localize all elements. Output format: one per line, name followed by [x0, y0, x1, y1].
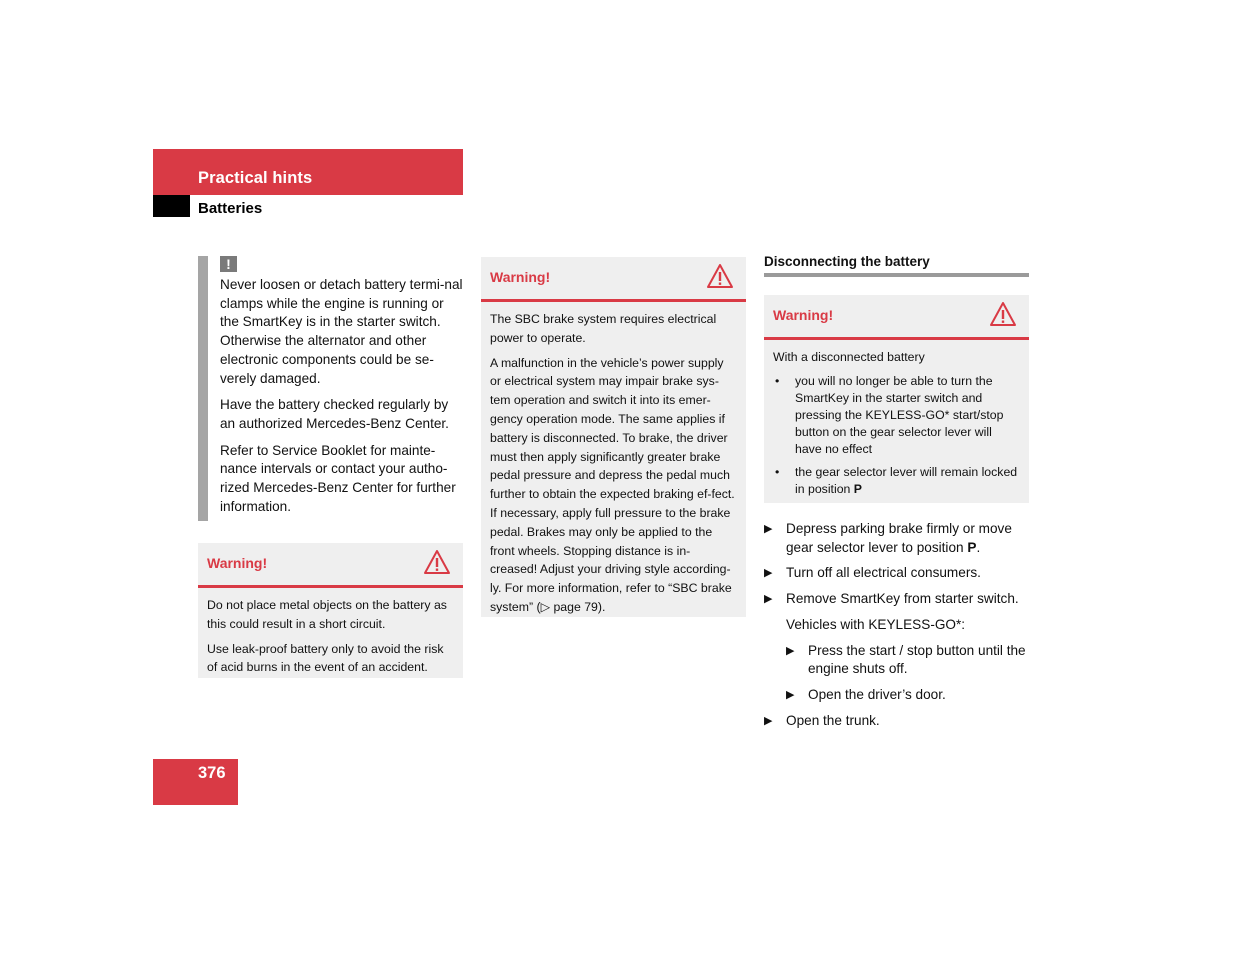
- substep-item: [786, 686, 1034, 705]
- section-marker: [153, 195, 190, 217]
- step-arrow-icon: ▶: [764, 523, 773, 535]
- step-arrow-icon: ▶: [764, 567, 773, 580]
- warning-paragraph: [490, 354, 737, 617]
- bullet-icon: •: [775, 373, 780, 388]
- note-paragraph: Have the battery checked regularly by an authorized Mercedes-Benz Center.: [220, 397, 449, 431]
- note-paragraph: Never loosen or detach battery termi-nal clamps while the engine is running or the SmartKey is in the starter switch. Otherwise the alternator and other electronic components could be se-verely damaged.: [220, 277, 463, 386]
- warning-label: Warning!: [773, 307, 834, 323]
- instruction-steps: [764, 520, 1034, 737]
- warning-header: [764, 295, 1029, 340]
- step-arrow-icon: ▶: [764, 714, 773, 727]
- warning-bullet-list: [773, 373, 1020, 498]
- step-text: Open the driver’s door.: [808, 686, 946, 702]
- step-text: Open the trunk.: [786, 712, 880, 728]
- warning-box-disconnected: [764, 295, 1029, 503]
- note-text: [220, 276, 464, 524]
- bullet-icon: •: [775, 464, 780, 479]
- warning-box-battery: [198, 543, 463, 678]
- list-item: [773, 464, 1020, 498]
- section-subtitle: Batteries: [198, 200, 263, 217]
- step-item: [764, 712, 1034, 731]
- warning-triangle-icon: [706, 263, 734, 289]
- warning-paragraph: The SBC brake system requires electrical power to operate.: [490, 312, 717, 345]
- step-arrow-icon: ▶: [786, 644, 795, 657]
- step-text: Remove SmartKey from starter switch.: [786, 591, 1019, 607]
- chapter-title: Practical hints: [198, 169, 313, 187]
- step-text: Turn off all electrical consumers.: [786, 565, 981, 581]
- note-paragraph: Refer to Service Booklet for mainte-nance intervals or contact your autho-rized Mercedes-Benz Center for further information.: [220, 442, 456, 514]
- step-text: Press the start / stop button until the engine shuts off.: [808, 642, 1026, 677]
- exclamation-icon: !: [220, 256, 237, 272]
- warning-text: A malfunction in the vehicle’s power supply or electrical system may impair brake sys-tem operation and switch it into its emer-gency operation mode. The same applies if battery is disconnected. To brake, the driver must then apply significantly greater brake pedal pressure and depress the pedal much further to obtain the expected braking ef-fect. If necessary, apply full pressure to the brake pedal. Brakes may only be applied to the front wheels. Stopping distance is in-creased! Adjust your driving style according-ly. For more information, refer to “SBC brake system” (: [490, 355, 735, 614]
- step-text-end: .: [976, 539, 981, 555]
- gear-position-label: P: [853, 481, 862, 496]
- step-arrow-icon: ▶: [764, 593, 773, 606]
- warning-header: [481, 257, 746, 302]
- note-bar: [198, 256, 208, 521]
- warning-body: [764, 340, 1029, 512]
- warning-header: [198, 543, 463, 588]
- keyless-go-label: Vehicles with KEYLESS-GO*:: [786, 616, 966, 632]
- gear-position-label: P: [967, 539, 977, 555]
- warning-intro: With a disconnected battery: [773, 350, 925, 364]
- warning-triangle-icon: [423, 549, 451, 575]
- warning-paragraph: Do not place metal objects on the battery as this could result in a short circuit.: [207, 598, 447, 631]
- step-arrow-icon: ▶: [786, 688, 795, 701]
- warning-paragraph: Use leak-proof battery only to avoid the risk of acid burns in the event of an accident.: [207, 641, 444, 675]
- bullet-text: you will no longer be able to turn the SmartKey in the starter switch and pressing the KEYLESS-GO* start/stop button on the gear selector lever will have no effect: [795, 373, 1004, 456]
- step-item: [764, 564, 1034, 583]
- warning-body: [198, 588, 463, 691]
- warning-body: [481, 302, 746, 631]
- list-item: [773, 373, 1020, 458]
- warning-box-sbc: [481, 257, 746, 617]
- bullet-text: the gear selector lever will remain locked in position: [795, 464, 1018, 496]
- warning-label: Warning!: [207, 555, 268, 571]
- page-number: 376: [198, 764, 226, 782]
- warning-triangle-icon: [989, 301, 1017, 327]
- step-item: [764, 590, 1034, 609]
- step-text: Depress parking brake firmly or move gear selector lever to position: [786, 521, 1012, 555]
- warning-label: Warning!: [490, 269, 551, 285]
- step-item: [764, 520, 1034, 557]
- section-title: Disconnecting the battery: [764, 254, 1029, 277]
- page-reference-link[interactable]: page 79).: [550, 599, 606, 614]
- substep-item: [786, 642, 1034, 679]
- page-ref-arrow-icon: ▷: [540, 599, 551, 614]
